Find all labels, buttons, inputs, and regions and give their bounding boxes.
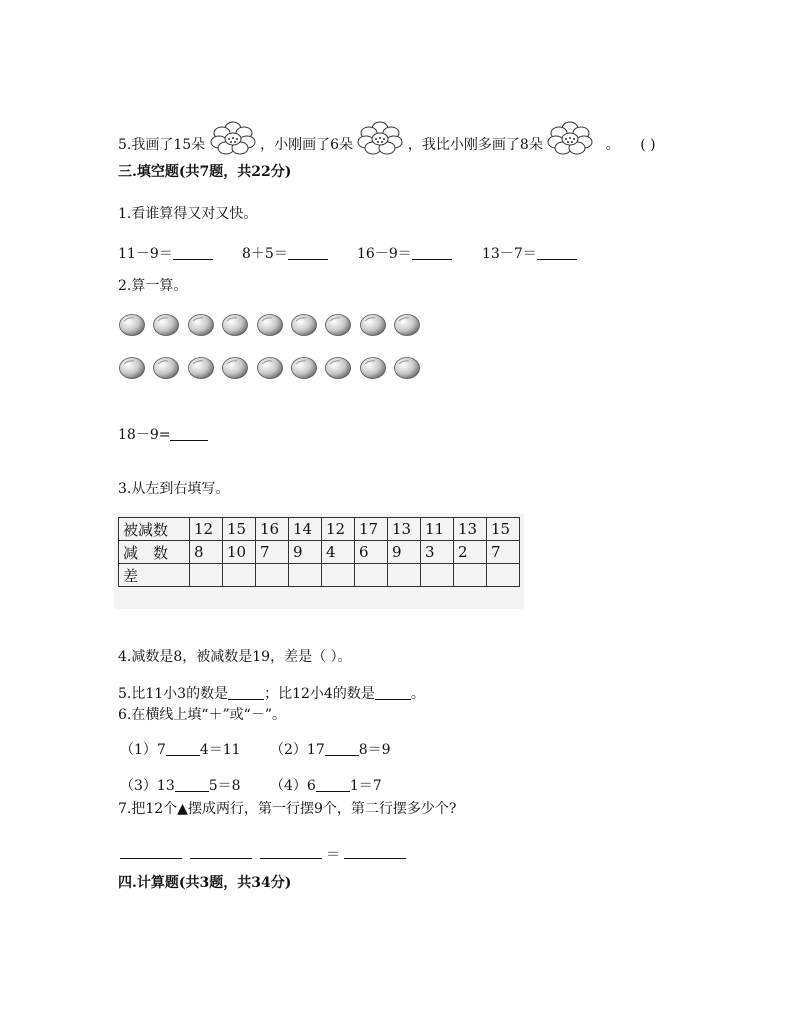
egg-icon <box>187 356 215 380</box>
problem-6-item-2: （2）17 8＝9 <box>270 742 391 758</box>
egg-icon <box>290 356 318 380</box>
egg-icon <box>118 313 146 337</box>
answer-blank[interactable] <box>173 245 213 260</box>
egg-icon <box>359 356 387 380</box>
answer-cell[interactable] <box>223 564 256 587</box>
egg-icon <box>393 313 421 337</box>
answer-cell[interactable] <box>388 564 421 587</box>
problem-3-title: 3.从左到右填写。 <box>118 481 230 497</box>
table-cell: 9 <box>289 541 322 564</box>
flower-icon <box>547 119 593 157</box>
table-cell: 6 <box>355 541 388 564</box>
egg-icon <box>324 313 352 337</box>
table-cell: 11 <box>421 518 454 541</box>
answer-blank[interactable] <box>412 245 452 260</box>
answer-parentheses: ( ) <box>640 137 656 153</box>
table-cell: 14 <box>289 518 322 541</box>
egg-icon <box>221 313 249 337</box>
answer-blank[interactable] <box>344 846 406 859</box>
problem-7-title: 7.把12个▲摆成两行，第一行摆9个，第二行摆多少个? <box>118 801 457 817</box>
egg-icon <box>152 356 180 380</box>
q5-part2: ，小刚画了6朵 <box>260 137 353 153</box>
answer-blank[interactable] <box>190 846 252 859</box>
problem-1-title: 1.看谁算得又对又快。 <box>118 206 258 222</box>
equation-3: 16－9＝ <box>357 243 452 263</box>
table-cell: 9 <box>388 541 421 564</box>
answer-cell[interactable] <box>322 564 355 587</box>
egg-icon <box>256 356 284 380</box>
row-header: 减 数 <box>119 541 190 564</box>
problem-5: 5.比11小3的数是 ；比12小4的数是 。 <box>118 686 425 702</box>
equation-1: 11－9＝ <box>118 243 213 263</box>
answer-blank[interactable] <box>375 685 411 700</box>
table-row-minuend <box>119 518 520 541</box>
operator-blank[interactable] <box>175 777 209 792</box>
answer-cell[interactable] <box>355 564 388 587</box>
answer-cell[interactable] <box>190 564 223 587</box>
table-row-subtrahend <box>119 541 520 564</box>
table-cell: 3 <box>421 541 454 564</box>
problem-2-equation: 18－9= <box>118 426 208 444</box>
q5-part3: ，我比小刚多画了8朵 <box>407 137 543 153</box>
answer-blank[interactable] <box>120 846 182 859</box>
subtraction-table <box>118 517 520 587</box>
equals-sign: ＝ <box>326 847 340 863</box>
operator-blank[interactable] <box>325 741 359 756</box>
table-cell: 7 <box>487 541 520 564</box>
table-cell: 15 <box>223 518 256 541</box>
problem-6-item-4: （4）6 1＝7 <box>270 778 382 794</box>
answer-cell[interactable] <box>487 564 520 587</box>
table-cell: 10 <box>223 541 256 564</box>
answer-cell[interactable] <box>256 564 289 587</box>
row-header: 差 <box>119 564 190 587</box>
table-cell: 16 <box>256 518 289 541</box>
answer-cell[interactable] <box>289 564 322 587</box>
answer-cell[interactable] <box>454 564 487 587</box>
operator-blank[interactable] <box>166 741 200 756</box>
table-cell: 15 <box>487 518 520 541</box>
table-cell: 13 <box>454 518 487 541</box>
egg-icon <box>290 313 318 337</box>
egg-icon <box>393 356 421 380</box>
answer-blank[interactable] <box>288 245 328 260</box>
row-header: 被减数 <box>119 518 190 541</box>
egg-icon <box>324 356 352 380</box>
egg-icon <box>152 313 180 337</box>
flower-icon <box>357 119 403 157</box>
table-cell: 12 <box>322 518 355 541</box>
egg-icon <box>187 313 215 337</box>
section-4-title: 四.计算题(共3题，共34分) <box>118 875 292 891</box>
egg-icon <box>118 356 146 380</box>
flower-icon <box>210 119 256 157</box>
question-5 <box>118 119 656 157</box>
table-cell: 13 <box>388 518 421 541</box>
answer-blank[interactable] <box>170 426 208 441</box>
table-cell: 8 <box>190 541 223 564</box>
answer-blank[interactable] <box>260 846 322 859</box>
problem-6-item-3: （3）13 5＝8 <box>120 778 241 794</box>
table-cell: 2 <box>454 541 487 564</box>
answer-blank[interactable] <box>228 685 264 700</box>
q5-part4: 。 <box>605 137 620 153</box>
table-cell: 4 <box>322 541 355 564</box>
table-cell: 12 <box>190 518 223 541</box>
section-3-title: 三.填空题(共7题，共22分) <box>118 164 292 180</box>
egg-icon <box>359 313 387 337</box>
equation-2: 8＋5＝ <box>242 243 328 263</box>
answer-cell[interactable] <box>421 564 454 587</box>
table-row-difference <box>119 564 520 587</box>
equation-4: 13－7＝ <box>482 243 577 263</box>
problem-4: 4.减数是8，被减数是19，差是（ ）。 <box>118 649 352 665</box>
q5-part1: 5.我画了15朵 <box>118 137 206 153</box>
egg-icon <box>256 313 284 337</box>
problem-7-answer-line <box>120 844 414 864</box>
answer-blank[interactable] <box>537 245 577 260</box>
table-cell: 7 <box>256 541 289 564</box>
egg-icon <box>221 356 249 380</box>
problem-6-item-1: （1）7 4＝11 <box>120 742 241 758</box>
problem-6-title: 6.在横线上填“＋”或“－”。 <box>118 707 286 723</box>
table-cell: 17 <box>355 518 388 541</box>
problem-2-title: 2.算一算。 <box>118 278 188 294</box>
operator-blank[interactable] <box>316 777 350 792</box>
